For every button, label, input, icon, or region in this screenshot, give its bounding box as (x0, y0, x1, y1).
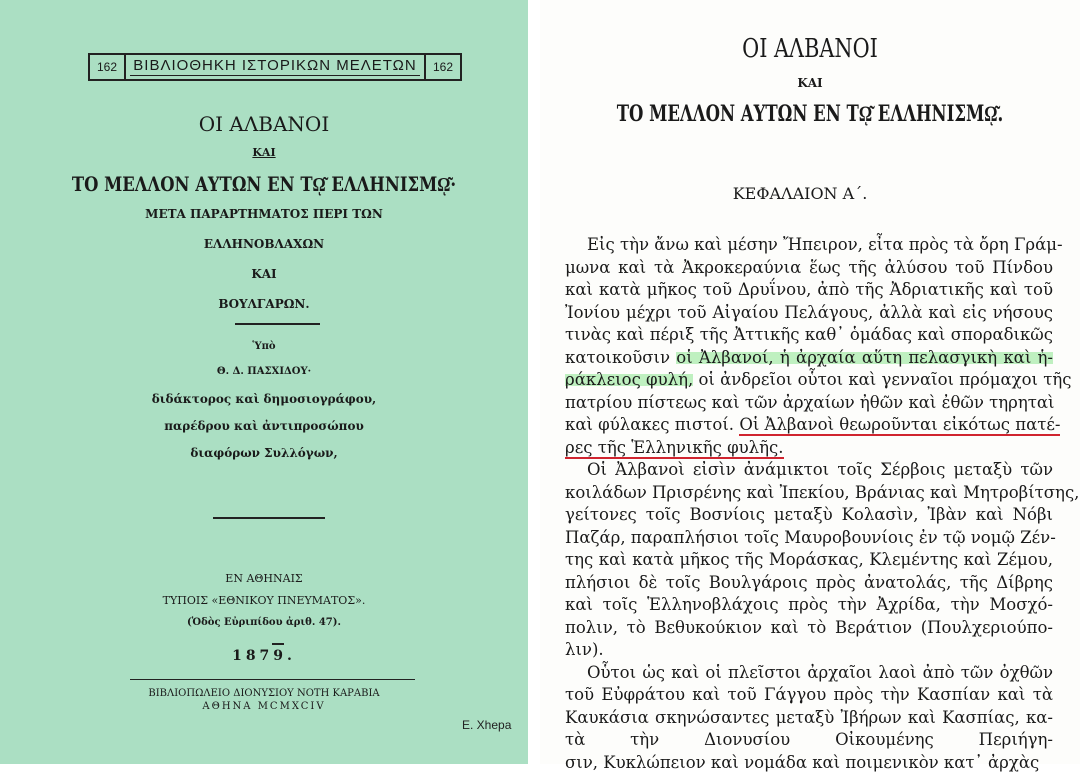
text-segment: τοῦ Εὐφράτου καὶ τοῦ Γάγγου πρὸς τὴν Κασπίαν καὶ τὰ (565, 685, 1053, 704)
text-line (565, 684, 1053, 707)
text-segment: Καυκάσια σκηνώσαντες μεταξὺ Ἰβήρων καὶ Κασπίας, κα- (565, 708, 1053, 727)
text-line (565, 482, 1053, 505)
author-title-1: διδάκτορος καὶ δημοσιογράφου, (0, 392, 528, 406)
series-title: ΒΙΒΛΙΟΘΗΚΗ ΙΣΤΟΡΙΚΩΝ ΜΕΛΕΤΩΝ (130, 57, 420, 76)
text-segment: καὶ φύλακες πιστοί. (565, 415, 739, 434)
bottom-rule (130, 679, 415, 680)
text-segment: τὰ τὴν Διονυσίου Οἰκουμένης Περιήγη- (565, 730, 1053, 749)
text-line (565, 729, 1053, 752)
text-segment: σιν, Κυκλώπειον καὶ νομάδα καὶ ποιμενικὸν κατ᾽ ἀρχὰς (565, 753, 1039, 772)
text-line (565, 324, 1053, 347)
text-line (565, 347, 1053, 370)
by-label: Ὑπὸ (0, 341, 528, 352)
page-title-2: ΚΑΙ (540, 76, 1080, 90)
highlighted-text: οἱ Ἀλβανοί, ἡ ἀρχαία αὕτη πελασγικὴ καὶ ἡ- (676, 348, 1053, 367)
underlined-text: Οἱ Ἀλβανοὶ θεωροῦνται εἰκότως πατέ- (739, 415, 1060, 436)
body-text (565, 234, 1053, 774)
cover-subtitle-1: ΜΕΤΑ ΠΑΡΑΡΤΗΜΑΤΟΣ ΠΕΡΙ ΤΩΝ (0, 207, 528, 221)
text-line (565, 662, 1053, 685)
text-segment: Οὗτοι ὡς καὶ οἱ πλεῖστοι ἀρχαῖοι λαοὶ ἀπὸ τῶν ὀχθῶν (587, 663, 1053, 682)
text-segment: Οἱ Ἀλβανοὶ εἰσὶν ἀνάμικτοι τοῖς Σέρβοις μεταξὺ τῶν (587, 460, 1053, 479)
divider (235, 323, 320, 325)
author-name: Θ. Δ. ΠΑΣΧΙΔΟΥ· (0, 366, 528, 377)
right-page-text (540, 0, 1080, 764)
text-line (565, 459, 1053, 482)
cover-title-2: ΚΑΙ (0, 146, 528, 159)
text-segment: Ἰονίου μέχρι τοῦ Αἰγαίου Πελάγους, ἀλλὰ καὶ εἰς νήσους (565, 303, 1053, 322)
text-line (565, 437, 1053, 460)
highlighted-text: ράκλειος φυλή, (565, 370, 693, 389)
text-segment: Εἰς τὴν ἄνω καὶ μέσην Ἤπειρον, εἶτα πρὸς τὰ ὄρη Γράμ- (587, 235, 1063, 254)
text-line (565, 752, 1053, 774)
series-header (88, 53, 462, 81)
author-title-3: διαφόρων Συλλόγων, (0, 446, 528, 460)
underlined-text: ρες τῆς Ἑλληνικῆς φυλῆς. (565, 438, 784, 459)
cover-title-1: ΟΙ ΑΛΒΑΝΟΙ (0, 112, 528, 136)
text-segment: καὶ κατὰ μῆκος τοῦ Δρυΐνου, ἀπὸ τῆς Ἀδριατικῆς καὶ τοῦ (565, 280, 1053, 299)
chapter-heading: ΚΕΦΑΛΑΙΟΝ Α΄. (530, 184, 1070, 203)
text-segment: τινὰς καὶ πέριξ τῆς Ἀττικῆς καθ᾽ ὁμάδας καὶ σποραδικῶς (565, 325, 1053, 344)
text-segment: μωνα καὶ τὰ Ἀκροκεραύνια ἕως τῆς ἀλύσου τοῦ Πίνδου (565, 258, 1053, 277)
text-line (565, 414, 1053, 437)
text-segment: κοιλάδων Πρισρένης καὶ Ἰπεκίου, Βράνιας καὶ Μητροβίτσης, (565, 483, 1079, 502)
place: ΕΝ ΑΘΗΝΑΙΣ (0, 572, 528, 585)
cover-subtitle-4: ΒΟΥΛΓΑΡΩΝ. (0, 297, 528, 311)
text-line (565, 504, 1053, 527)
series-number-right: 162 (424, 55, 460, 79)
text-segment: της καὶ κατὰ μῆκος τῆς Μοράσκας, Κλεμέντης καὶ Ζέμου, (565, 550, 1053, 569)
cover-subtitle-2: ΕΛΛΗΝΟΒΛΑΧΩΝ (0, 237, 528, 251)
page-title-3: ΤΟ ΜΕΛΛΟΝ ΑΥΤΩΝ ΕΝ Τῼ͂ ΕΛΛΗΝΙΣΜῼ͂. (608, 101, 1013, 127)
text-line (565, 527, 1053, 550)
reprint-publisher: ΒΙΒΛΙΟΠΩΛΕΙΟ ΔΙΟΝΥΣΙΟΥ ΝΟΤΗ ΚΑΡΑΒΙΑ (0, 688, 528, 699)
text-line (565, 572, 1053, 595)
year: 1879. (0, 648, 528, 664)
text-line (565, 639, 1053, 662)
text-segment: πλήσιοι δὲ τοῖς Βουλγάροις πρὸς ἀνατολάς, τῆς Δίβρης (565, 573, 1053, 592)
reprint-place-year: ΑΘΗΝΑ MCMXCIV (0, 701, 528, 712)
address: (Ὁδὸς Εὐριπίδου ἀριθ. 47). (0, 617, 528, 628)
text-line (565, 392, 1053, 415)
text-line (565, 549, 1053, 572)
text-line (565, 369, 1053, 392)
credit: E. Xhepa (462, 718, 511, 732)
page-title-1: ΟΙ ΑΛΒΑΝΟΙ (594, 34, 1026, 64)
text-segment: πολιν, τὸ Βεθυκούκιον καὶ τὸ Βεράτιον (Πουλχεριούπο- (565, 618, 1053, 637)
series-number-left: 162 (90, 55, 126, 79)
cover-subtitle-3: ΚΑΙ (0, 267, 528, 281)
text-line (565, 279, 1053, 302)
text-segment: γείτονες τοῖς Βοσνίοις μεταξὺ Κολασὶν, Ἰβὰν καὶ Νόβι (565, 505, 1053, 524)
text-segment: καὶ τοῖς Ἑλληνοβλάχοις πρὸς τὴν Ἀχρίδα, τὴν Μοσχό- (565, 595, 1053, 614)
text-segment: πατρίου πίστεως καὶ τῶν ἀρχαίων ἠθῶν καὶ ἐθῶν τηρηταὶ (565, 393, 1054, 412)
text-line (565, 707, 1053, 730)
printer: ΤΥΠΟΙΣ «ΕΘΝΙΚΟΥ ΠΝΕΥΜΑΤΟΣ». (0, 594, 528, 607)
left-page-cover (0, 0, 528, 764)
text-segment: κατοικοῦσιν (565, 348, 676, 367)
text-line (565, 257, 1053, 280)
text-segment: Παζάρ, παραπλήσιοι τοῖς Μαυροβουνίοις ἐν τῷ νομῷ Ζέν- (565, 528, 1056, 547)
cover-title-3: ΤΟ ΜΕΛΛΟΝ ΑΥΤΩΝ ΕΝ Τῼ͂ ΕΛΛΗΝΙΣΜῼ͂· (48, 172, 481, 197)
text-line (565, 617, 1053, 640)
author-title-2: παρέδρου καὶ ἀντιπροσώπου (0, 419, 528, 433)
text-line (565, 594, 1053, 617)
text-segment: λιν). (565, 640, 604, 659)
text-line (565, 302, 1053, 325)
text-segment: οἱ ἀνδρεῖοι οὗτοι καὶ γενναῖοι πρόμαχοι τῆς (693, 370, 1071, 389)
short-divider (272, 643, 284, 645)
text-line (565, 234, 1053, 257)
ornament-divider (213, 517, 325, 519)
